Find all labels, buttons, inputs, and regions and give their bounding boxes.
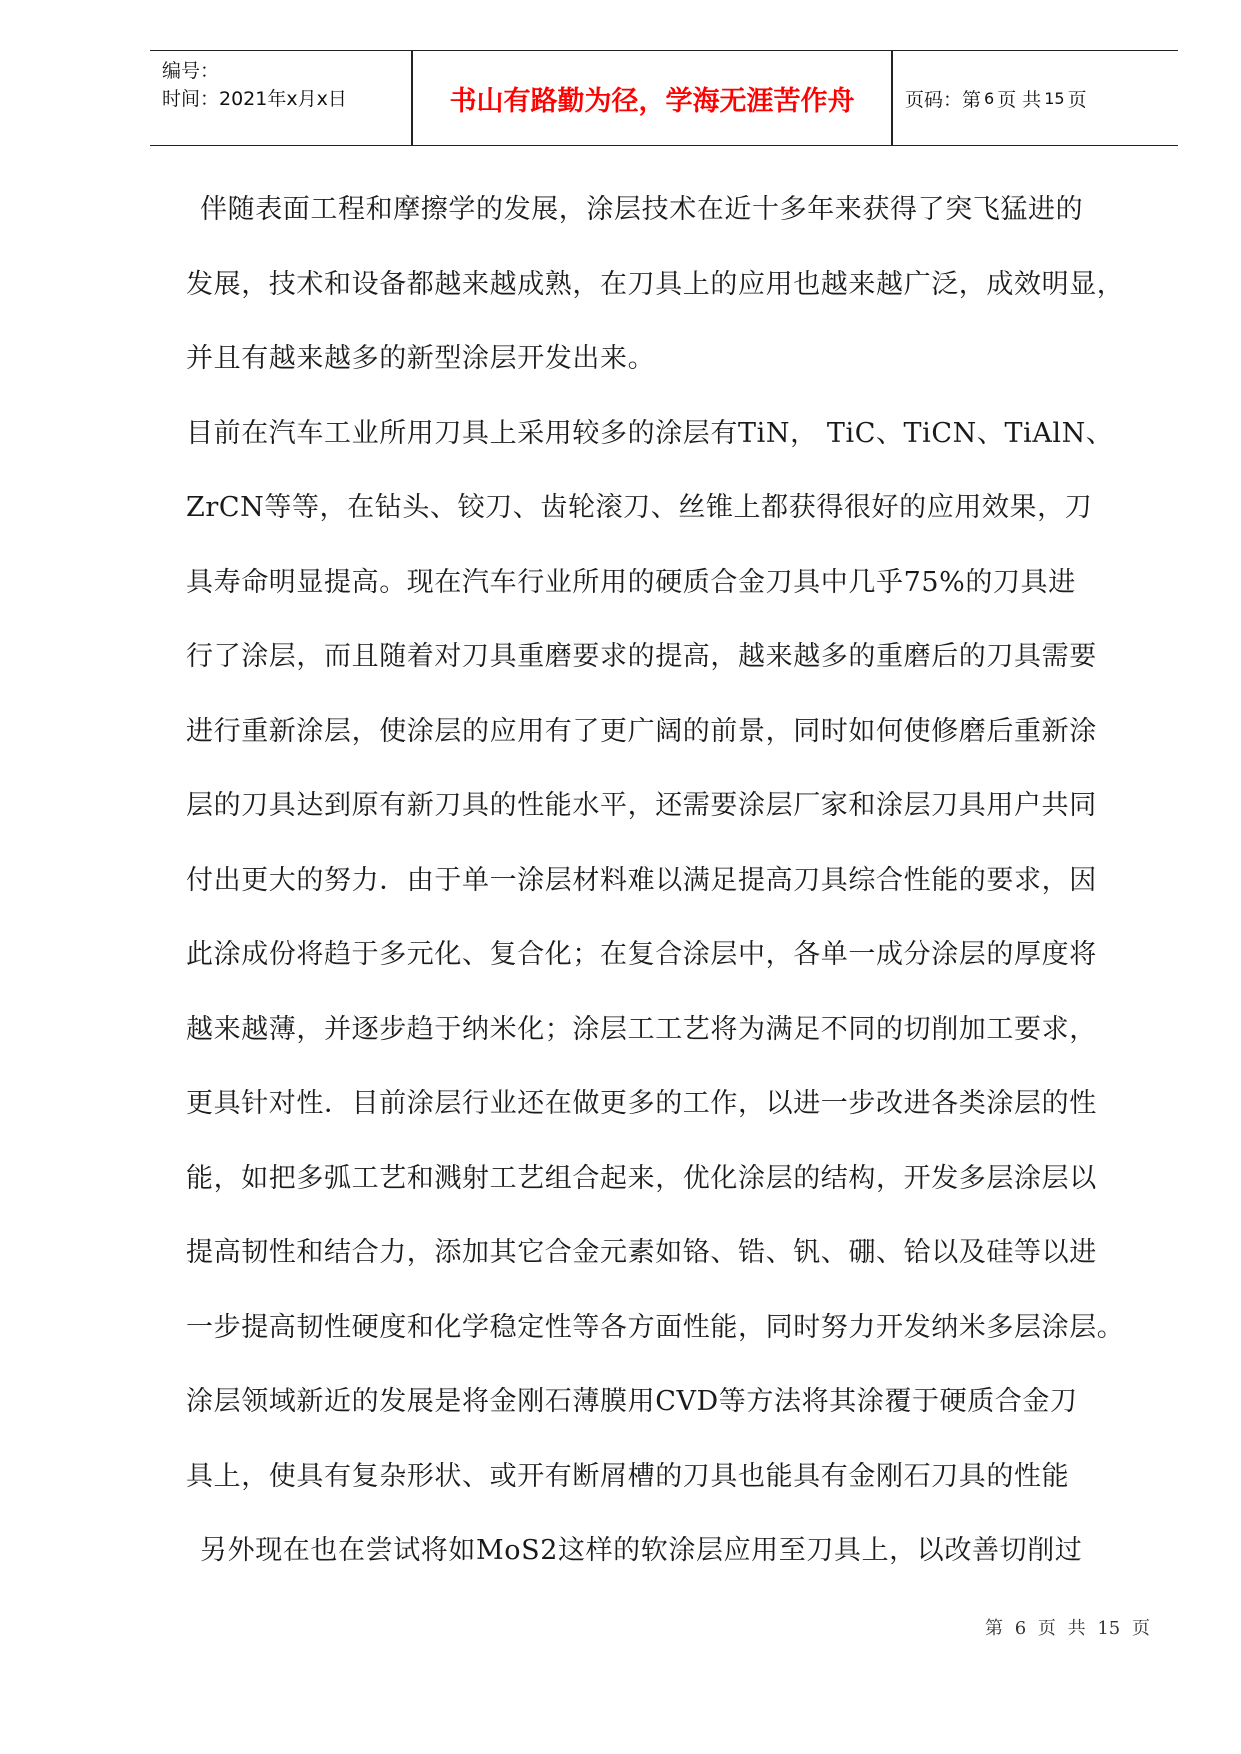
body-line: 具上，使具有复杂形状、或开有断屑槽的刀具也能具有金刚石刀具的性能 (186, 1460, 1070, 1492)
body-line: 越来越薄，并逐步趋于纳米化；涂层工工艺将为满足不同的切削加工要求， (186, 1013, 1097, 1045)
body-line: 伴随表面工程和摩擦学的发展，涂层技术在近十多年来获得了突飞猛进的 (200, 194, 1084, 225)
document-number-label: 编号： (162, 60, 220, 82)
header-motto: 书山有路勤为径，学海无涯苦作舟 (449, 85, 855, 117)
body-line: 一步提高韧性硬度和化学稳定性等各方面性能，同时努力开发纳米多层涂层。 (186, 1311, 1125, 1343)
body-line: 行了涂层，而且随着对刀具重磨要求的提高，越来越多的重磨后的刀具需要 (186, 641, 1097, 672)
document-body (186, 192, 1146, 1608)
body-line: 目前在汽车工业所用刀具上采用较多的涂层有TiN， TiC、TiCN、TiAlN、 (186, 417, 1114, 449)
page-label-suffix: 页 (1067, 88, 1087, 111)
page-header (150, 50, 1178, 146)
header-divider-right (891, 51, 893, 145)
body-line: 并且有越来越多的新型涂层开发出来。 (186, 343, 656, 374)
page-label-prefix: 页码：第 (905, 88, 982, 111)
page-total: 15 (1044, 88, 1065, 108)
page-current: 6 (984, 88, 995, 108)
body-line: 发展，技术和设备都越来越成熟，在刀具上的应用也越来越广泛，成效明显， (186, 268, 1125, 300)
header-page-number (905, 51, 1087, 145)
document-time: 时间：2021年x月x日 (162, 88, 347, 110)
page-footer: 第 6 页 共 15 页 (985, 1618, 1150, 1639)
body-line: 更具针对性．目前涂层行业还在做更多的工作，以进一步改进各类涂层的性 (186, 1088, 1097, 1119)
body-line: 能，如把多弧工艺和溅射工艺组合起来，优化涂层的结构，开发多层涂层以 (186, 1162, 1097, 1194)
body-line: ZrCN等等，在钻头、铰刀、齿轮滚刀、丝锥上都获得很好的应用效果，刀 (186, 492, 1093, 523)
header-meta (162, 57, 422, 113)
body-line: 涂层领域新近的发展是将金刚石薄膜用CVD等方法将其涂覆于硬质合金刀 (186, 1386, 1078, 1417)
page-label-mid: 页 共 (997, 88, 1042, 111)
body-line: 具寿命明显提高。现在汽车行业所用的硬质合金刀具中几乎75%的刀具进 (186, 566, 1076, 598)
body-line: 提高韧性和结合力，添加其它合金元素如铬、锆、钒、硼、铪以及硅等以进 (186, 1237, 1097, 1268)
body-line: 此涂成份将趋于多元化、复合化；在复合涂层中，各单一成分涂层的厚度将 (186, 939, 1097, 970)
body-line: 进行重新涂层，使涂层的应用有了更广阔的前景，同时如何使修磨后重新涂 (186, 715, 1097, 747)
body-line: 另外现在也在尝试将如MoS2这样的软涂层应用至刀具上，以改善切削过 (200, 1535, 1083, 1566)
body-line: 层的刀具达到原有新刀具的性能水平，还需要涂层厂家和涂层刀具用户共同 (186, 790, 1097, 821)
body-line: 付出更大的努力．由于单一涂层材料难以满足提高刀具综合性能的要求，因 (186, 864, 1097, 896)
